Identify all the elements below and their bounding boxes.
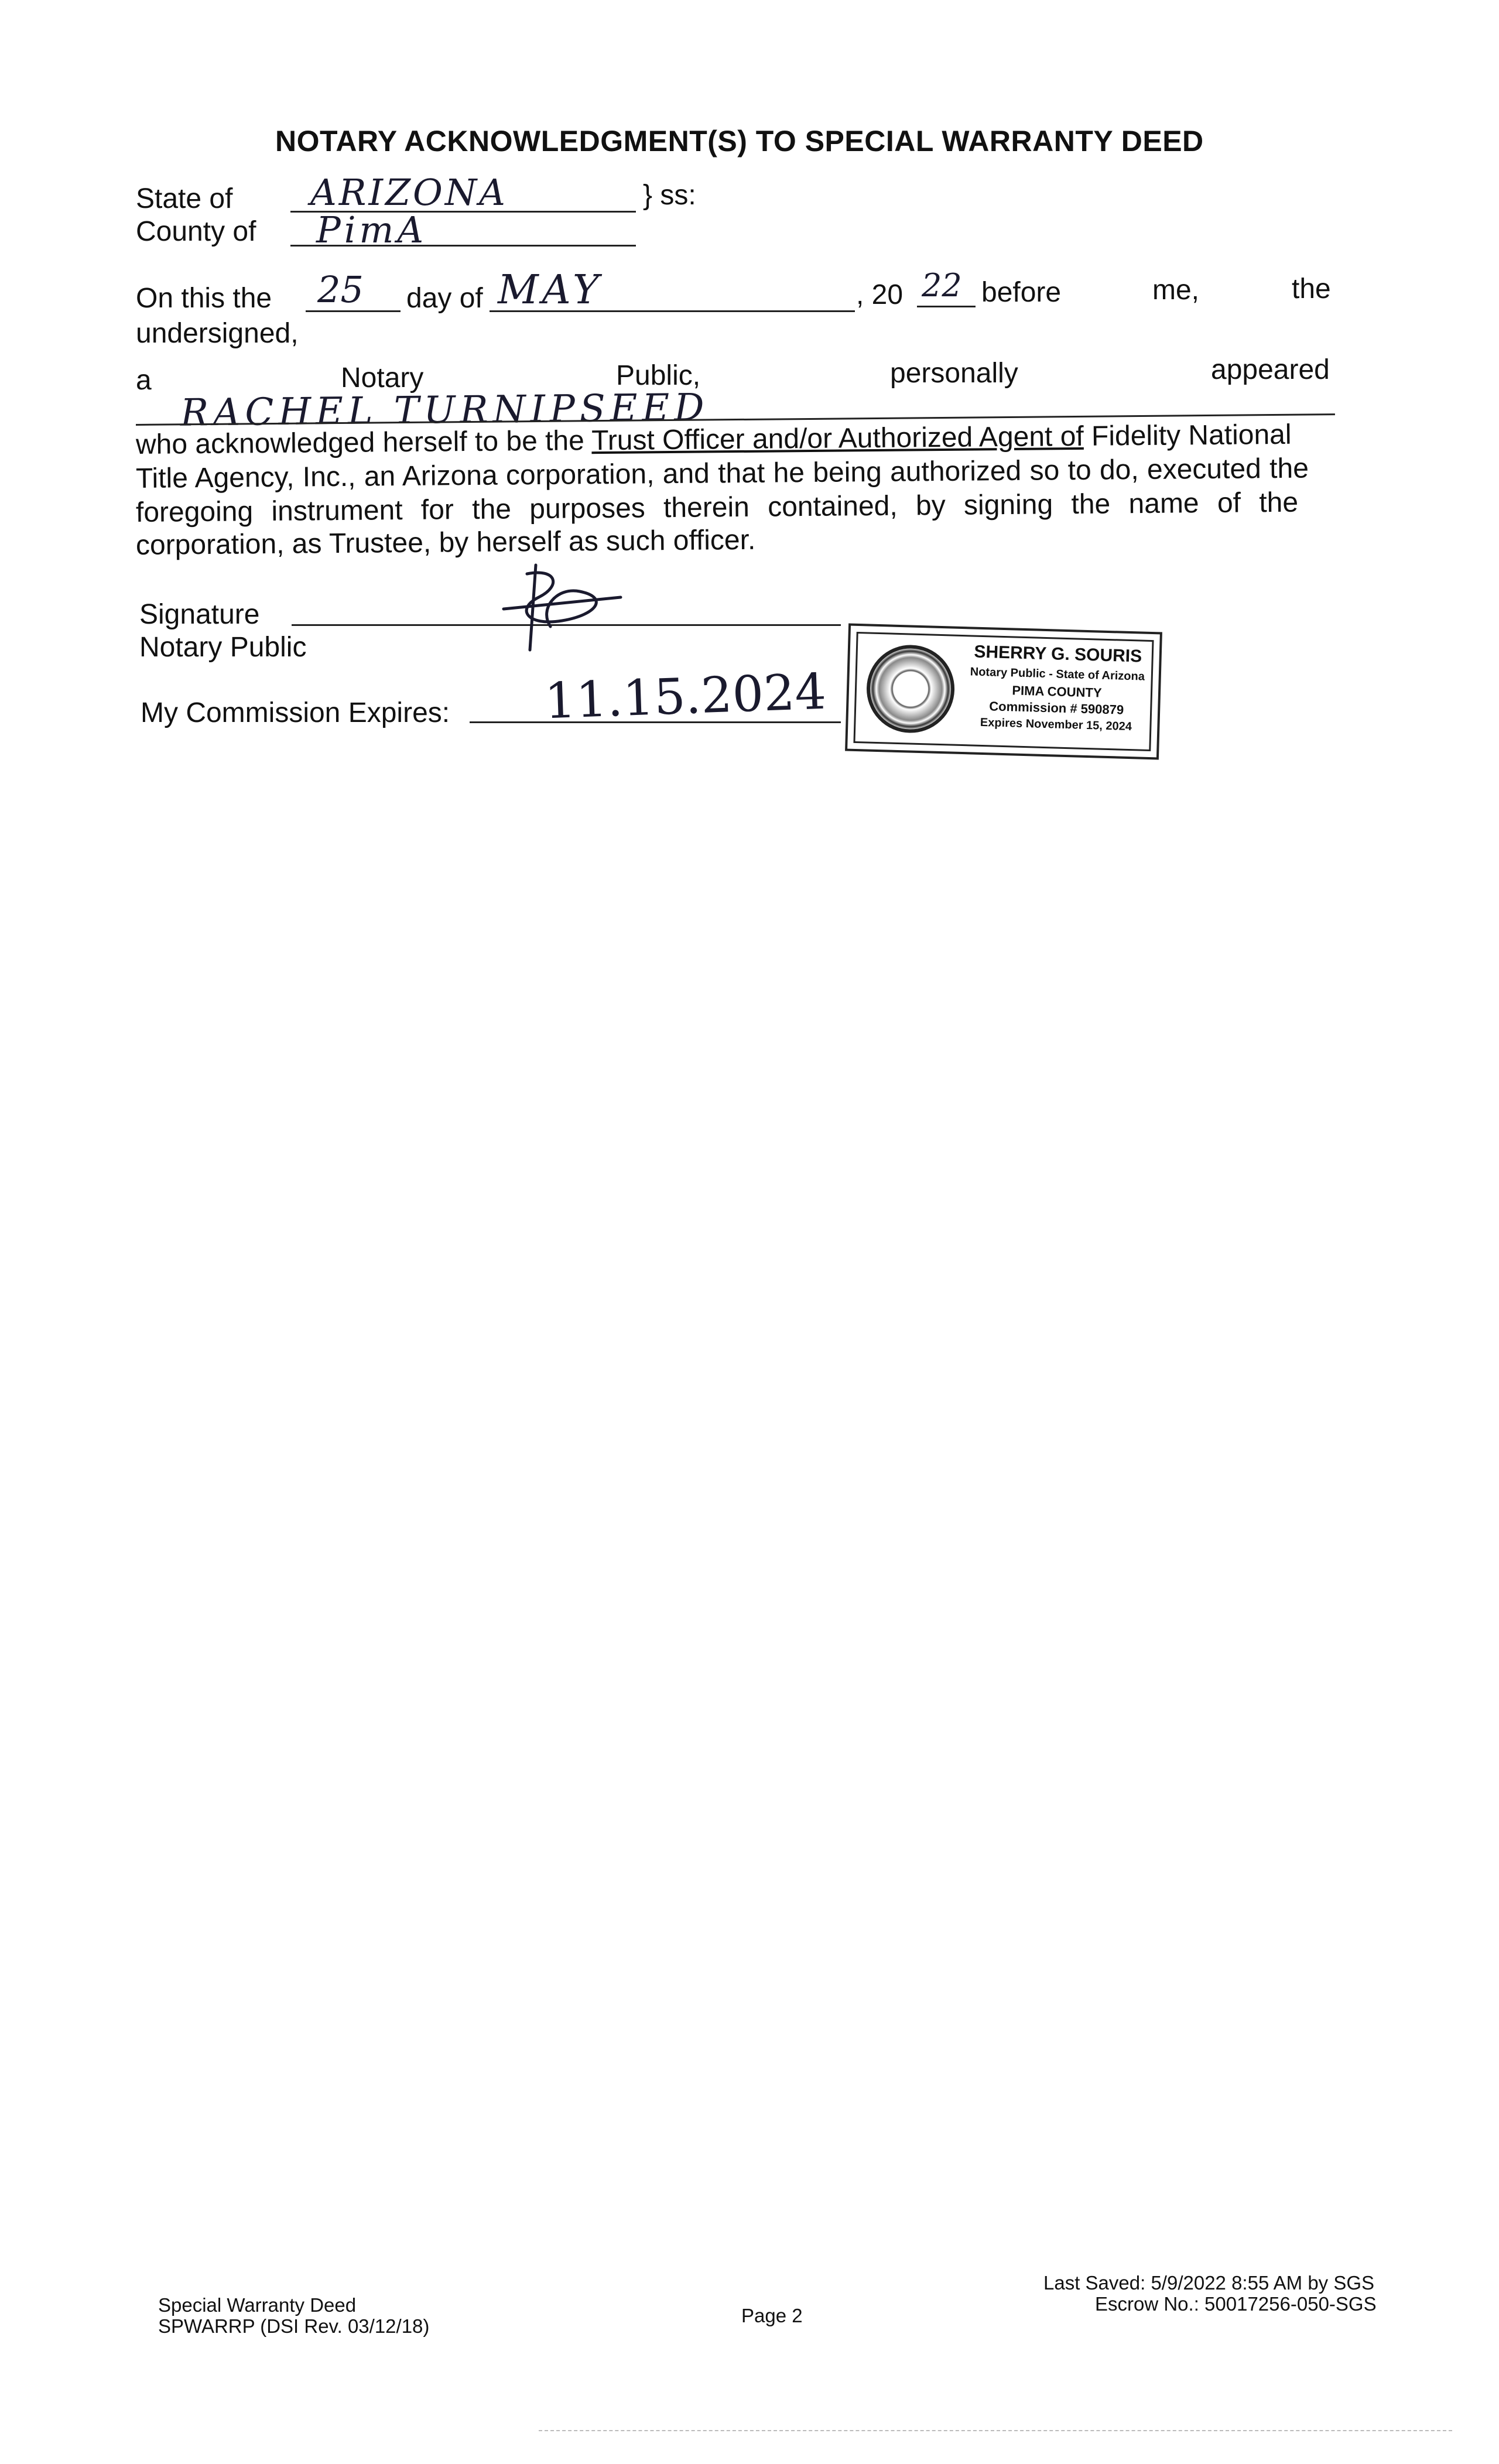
notary-signature [492, 562, 632, 656]
year-line [917, 306, 976, 307]
ack-line-1-pre: who acknowledged herself to be the [135, 425, 592, 460]
footer-last-saved: Last Saved: 5/9/2022 8:55 AM by SGS [1043, 2272, 1375, 2294]
day-value: 25 [317, 268, 364, 311]
footer-doc-name: Special Warranty Deed [158, 2294, 357, 2316]
a: a [136, 365, 152, 396]
day-of: day of [406, 283, 483, 314]
undersigned: undersigned, [136, 318, 299, 349]
county-value: PimA [316, 208, 427, 251]
footer-page: Page 2 [741, 2305, 803, 2326]
personally-word: personally [890, 358, 1018, 389]
ss-label: } ss: [643, 180, 696, 211]
commission-line [470, 721, 841, 723]
commission-value: 11.15.2024 [543, 662, 827, 730]
month-line [490, 310, 855, 312]
state-label: State of [136, 183, 233, 214]
county-line [290, 245, 636, 247]
the: the [1292, 273, 1331, 304]
on-this-the: On this the [136, 283, 272, 314]
ack-line-4: corporation, as Trustee, by herself as such officer. [135, 524, 756, 561]
appeared-name: RACHEL TURNIPSEED [180, 386, 709, 435]
stamp-line-2: Notary Public - State of Arizona [970, 665, 1145, 683]
public-word: Public, [616, 360, 701, 391]
notary-word: Notary [341, 362, 424, 393]
stamp-name: SHERRY G. SOURIS [974, 642, 1142, 666]
appeared-word: appeared [1211, 354, 1330, 385]
stamp-line-4: Commission # 590879 [988, 699, 1124, 717]
signature-label: Signature [139, 599, 260, 630]
month-value: MAY [498, 267, 603, 313]
me: me, [1152, 275, 1200, 306]
footer-escrow: Escrow No.: 50017256-050-SGS [1095, 2293, 1377, 2315]
ack-line-3: foregoing instrument for the purposes therein contained, by signing the name of the [135, 487, 1299, 528]
county-label: County of [136, 216, 256, 247]
notary-public-label: Notary Public [139, 632, 307, 663]
stamp-line-3: PIMA COUNTY [1012, 683, 1102, 700]
state-value: ARIZONA [310, 171, 508, 214]
year-prefix: , 20 [856, 279, 903, 310]
before: before [981, 277, 1062, 308]
footer-doc-rev: SPWARRP (DSI Rev. 03/12/18) [158, 2315, 430, 2337]
notary-stamp [845, 624, 1162, 760]
stamp-line-5: Expires November 15, 2024 [980, 716, 1132, 734]
day-line [306, 310, 401, 312]
commission-label: My Commission Expires: [141, 697, 450, 728]
ack-line-1-underlined: Trust Officer and/or Authorized Agent of [591, 420, 1084, 457]
scan-artifact [539, 2430, 1452, 2431]
ack-line-2: Title Agency, Inc., an Arizona corporation, and that he being authorized so to do, executed the [135, 453, 1309, 494]
document-title: NOTARY ACKNOWLEDGMENT(S) TO SPECIAL WARRANTY DEED [275, 125, 1204, 158]
ack-line-1-post: Fidelity National [1083, 419, 1292, 452]
year-value: 22 [922, 267, 962, 304]
